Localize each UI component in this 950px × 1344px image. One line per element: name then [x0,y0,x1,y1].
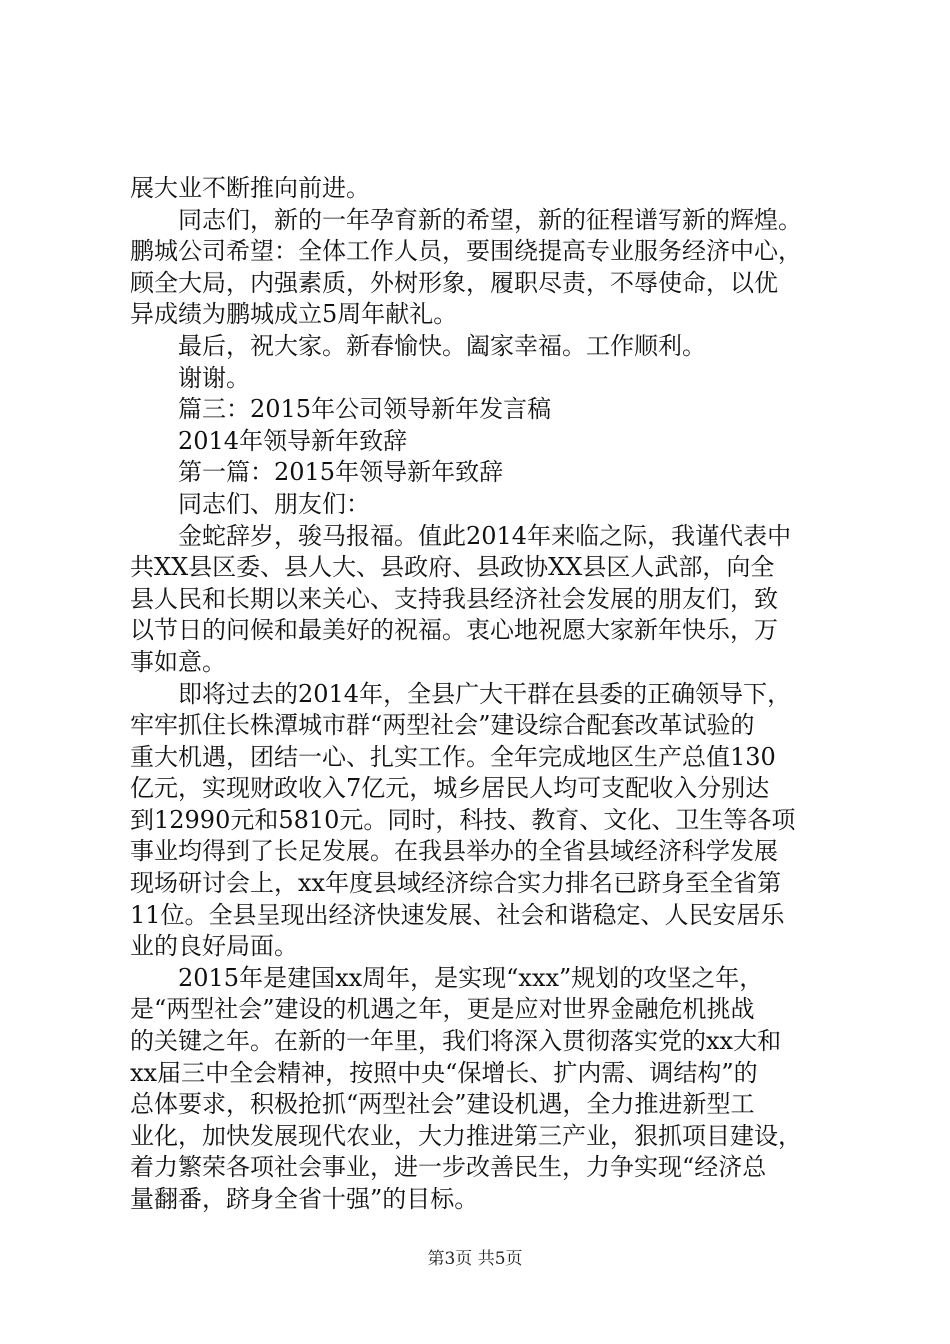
text-line: 同志们，新的一年孕育新的希望，新的征程谱写新的辉煌。 [178,205,802,234]
document-body [130,173,850,1216]
text-line: 事业均得到了长足发展。在我县举办的全省县域经济科学发展 [130,837,778,866]
text-line: 11位。全县呈现出经济快速发展、社会和谐稳定、人民安居乐 [130,900,785,929]
text-line: 金蛇辞岁，骏马报福。值此2014年来临之际，我谨代表中 [178,521,792,550]
text-line: 即将过去的2014年，全县广大干群在县委的正确领导下， [178,679,792,708]
text-line: 业化，加快发展现代农业，大力推进第三产业，狠抓项目建设， [130,1121,802,1150]
text-line: 共XX县区委、县人大、县政府、县政协XX县区人武部，向全 [130,553,775,582]
text-line: 县人民和长期以来关心、支持我县经济社会发展的朋友们，致 [130,584,778,613]
text-line: 着力繁荣各项社会事业，进一步改善民生，力争实现“经济总 [130,1153,767,1182]
text-line: 展大业不断推向前进。 [130,174,370,202]
text-line: 顾全大局，内强素质，外树形象，履职尽责，不辱使命，以优 [130,268,778,297]
text-line: 同志们、朋友们： [178,489,370,518]
text-line: 亿元，实现财政收入7亿元，城乡居民人均可支配收入分别达 [130,774,770,803]
text-line: 2015年是建国xx周年，是实现“xxx”规划的攻坚之年， [178,963,764,992]
text-line: 量翻番，跻身全省十强”的目标。 [130,1185,479,1213]
text-line: 总体要求，积极抢抓“两型社会”建设机遇，全力推进新型工 [130,1090,755,1119]
text-line: 最后，祝大家。新春愉快。阖家幸福。工作顺利。 [178,331,706,360]
text-line: 谢谢。 [178,363,250,392]
text-line: 鹏城公司希望：全体工作人员，要围绕提高专业服务经济中心， [130,237,802,266]
page-footer: 第3页 共5页 [427,1249,523,1269]
text-line: 以节日的问候和最美好的祝福。衷心地祝愿大家新年快乐，万 [130,616,778,645]
text-line: 到12990元和5810元。同时，科技、教育、文化、卫生等各项 [130,805,796,834]
text-line: 是“两型社会”建设的机遇之年，更是应对世界金融危机挑战 [130,995,755,1024]
text-line: 异成绩为鹏城成立5周年献礼。 [130,300,458,329]
text-line: 重大机遇，团结一心、扎实工作。全年完成地区生产总值130 [130,742,776,771]
text-line: 篇三：2015年公司领导新年发言稿 [178,395,552,424]
text-line: 的关键之年。在新的一年里，我们将深入贯彻落实党的xx大和 [130,1027,782,1056]
text-line: 事如意。 [130,647,226,676]
text-line: 牢牢抓住长株潭城市群“两型社会”建设综合配套改革试验的 [130,711,755,740]
text-line: 2014年领导新年致辞 [178,426,408,455]
text-line: 现场研讨会上，xx年度县域经济综合实力排名已跻身至全省第 [130,869,782,898]
text-line: xx届三中全会精神，按照中央“保增长、扩内需、调结构”的 [130,1058,758,1087]
text-line: 第一篇：2015年领导新年致辞 [178,458,504,487]
text-line: 业的良好局面。 [130,932,298,961]
